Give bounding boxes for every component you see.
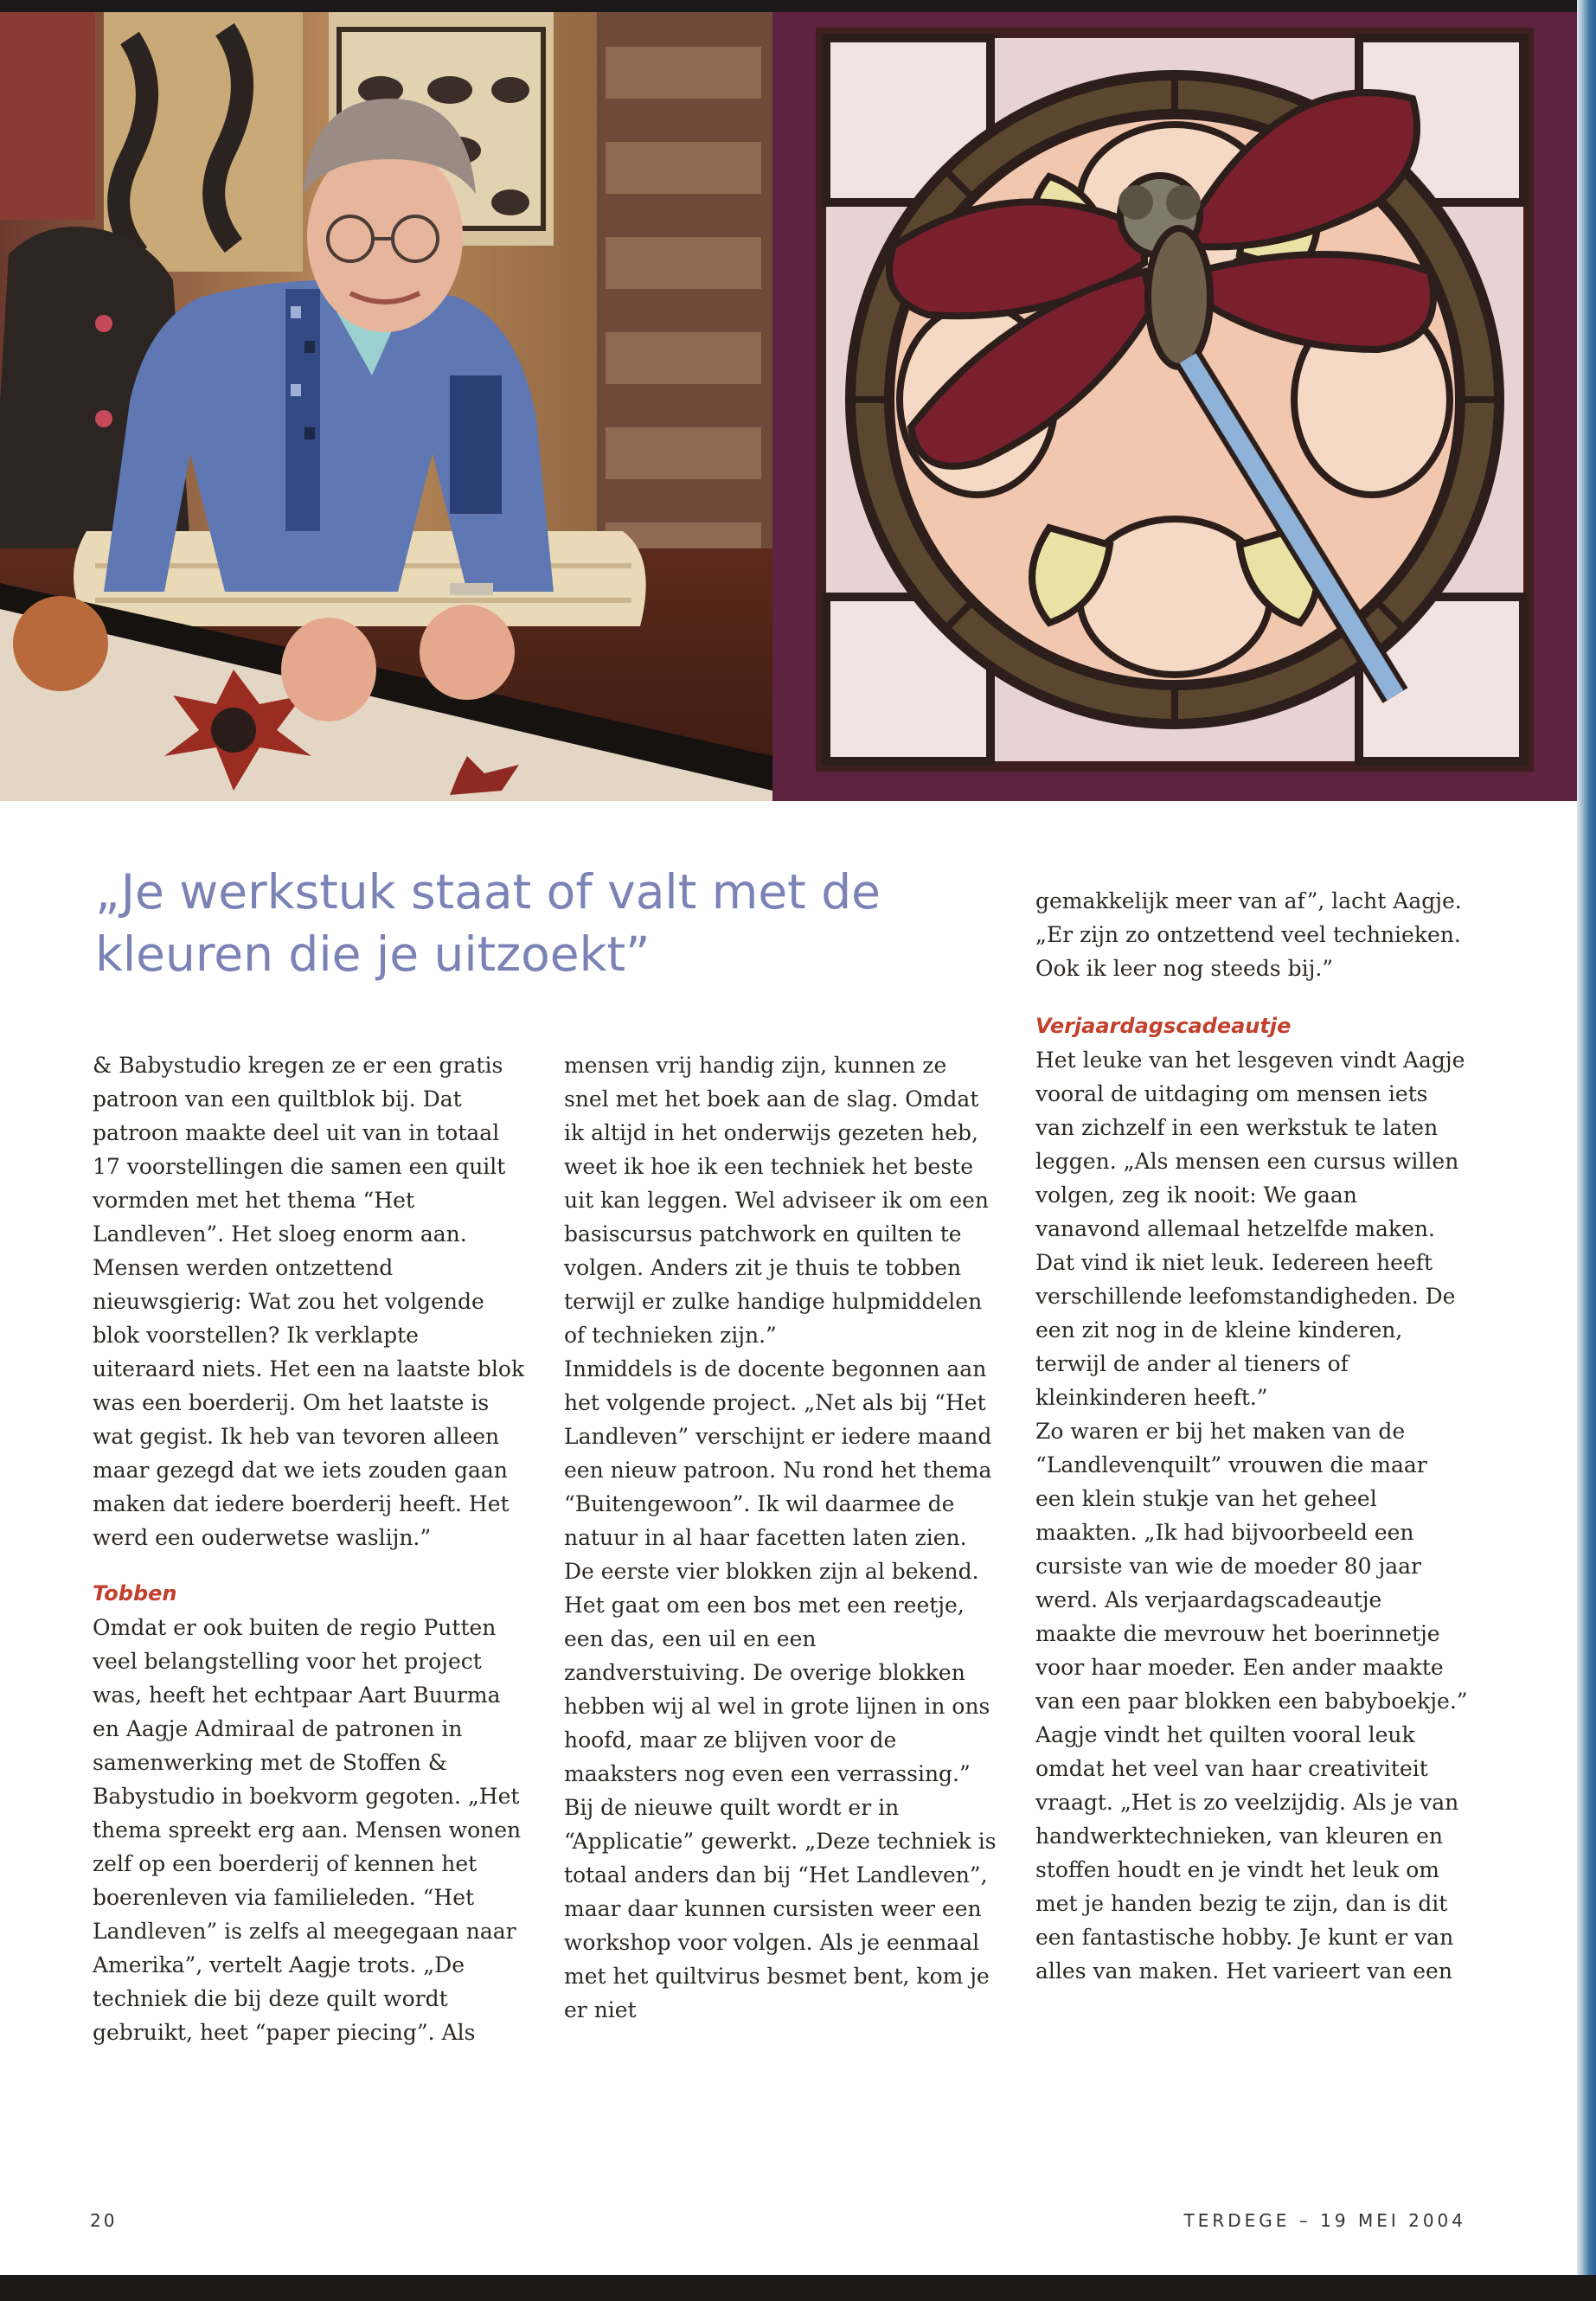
paragraph: & Babystudio kregen ze er een gratis patroon van een quiltblok bij. Dat patroon maakte deel uit van in totaal 17 voorstellingen die samen een quilt vormden met het thema “Het Landleven”. Het sloeg enorm aan. Mensen werden ontzettend nieuwsgierig: Wat zou het volgende blok voorstellen? Ik verklapte uiteraard niets. Het een na laatste blok was een boerderij. Om het laatste is wat gegist. Ik heb van tevoren alleen maar gezegd dat we iets zouden gaan maken dat iedere boerderij heeft. Het werd een ouderwetse waslijn.” [93, 1053, 525, 1550]
scan-top-edge [0, 0, 1596, 12]
paragraph: Omdat er ook buiten de regio Putten veel belangstelling voor het project was, heeft het echtpaar Aart Buurma en Aagje Admiraal de patronen in samenwerking met de Stoffen & Babystudio in boekvorm gegoten. „Het thema spreekt erg aan. Mensen wonen zelf op een boerderij of kennen het boerenleven via familieleden. “Het Landleven” is zelfs al meegegaan naar Amerika”, vertelt Aagje trots. „De techniek die bij deze quilt wordt gebruikt, heet “paper piecing”. Als [93, 1615, 522, 2045]
footer-publication-date: TERDEGE – 19 MEI 2004 [1183, 2210, 1466, 2231]
paragraph: Zo waren er bij het maken van de “Landlevenquilt” vrouwen die maar een klein stukje van het geheel maakten. „Ik had bijvoorbeeld een cursiste van wie de moeder 80 jaar werd. Als verjaardagscadeautje maakte die mevrouw het boerinnetje voor haar moeder. Een ander maakte van een paar blokken een babyboekje.” [1035, 1419, 1468, 1714]
article-column-2 [564, 1048, 997, 2027]
paragraph: gemakkelijk meer van af”, lacht Aagje. „Er zijn zo ontzettend veel technieken. Ook ik leer nog steeds bij.” [1035, 888, 1462, 981]
subheading-tobben: Tobben [93, 1581, 177, 1606]
article-column-1 [93, 1048, 525, 2049]
subheading-verjaardagscadeautje: Verjaardagscadeautje [1035, 1014, 1292, 1038]
page-number: 20 [90, 2210, 118, 2231]
photo-dragonfly-quilt [772, 12, 1577, 801]
article-headline: „Je werkstuk staat of valt met de kleuren die je uitzoekt” [95, 864, 881, 982]
paragraph: mensen vrij handig zijn, kunnen ze snel met het boek aan de slag. Omdat ik altijd in het onderwijs gezeten heb, weet ik hoe ik een techniek het beste uit kan leggen. Wel adviseer ik om een basiscursus patchwork en quilten te volgen. Anders zit je thuis te tobben terwijl er zulke handige hulpmiddelen of technieken zijn.” [564, 1053, 990, 1348]
paragraph: Inmiddels is de docente begonnen aan het volgende project. „Net als bij “Het Landleven” verschijnt er iedere maand een nieuw patroon. Nu rond het thema “Buitengewoon”. Ik wil daarmee de natuur in al haar facetten laten zien. De eerste vier blokken zijn al bekend. Het gaat om een bos met een reetje, een das, een uil en een zandverstuiving. De overige blokken hebben wij al wel in grote lijnen in ons hoofd, maar ze blijven voor de maaksters nog even een verrassing.” [564, 1356, 992, 1786]
scan-right-edge [1577, 0, 1596, 2301]
article-column-3 [1035, 884, 1468, 1988]
scan-bottom-edge [0, 2275, 1596, 2301]
photo-quilter [0, 12, 772, 801]
paragraph: Bij de nieuwe quilt wordt er in “Applicatie” gewerkt. „Deze techniek is totaal anders dan bij “Het Landleven”, maar daar kunnen cursisten weer een workshop voor volgen. Als je eenmaal met het quiltvirus besmet bent, kom je er niet [564, 1795, 997, 2022]
paragraph: Het leuke van het lesgeven vindt Aagje vooral de uitdaging om mensen iets van zichzelf in een werkstuk te laten leggen. „Als mensen een cursus willen volgen, zeg ik nooit: We gaan vanavond allemaal hetzelfde maken. Dat vind ik niet leuk. Iedereen heeft verschillende leefomstandigheden. De een zit nog in de kleine kinderen, terwijl de ander al tieners of kleinkinderen heeft.” [1035, 1048, 1465, 1410]
paragraph: Aagje vindt het quilten vooral leuk omdat het veel van haar creativiteit vraagt. „Het is zo veelzijdig. Als je van handwerktechnieken, van kleuren en stoffen houdt en je vindt het leuk om met je handen bezig te zijn, dan is dit een fantastische hobby. Je kunt er van alles van maken. Het varieert van een [1035, 1722, 1459, 1984]
